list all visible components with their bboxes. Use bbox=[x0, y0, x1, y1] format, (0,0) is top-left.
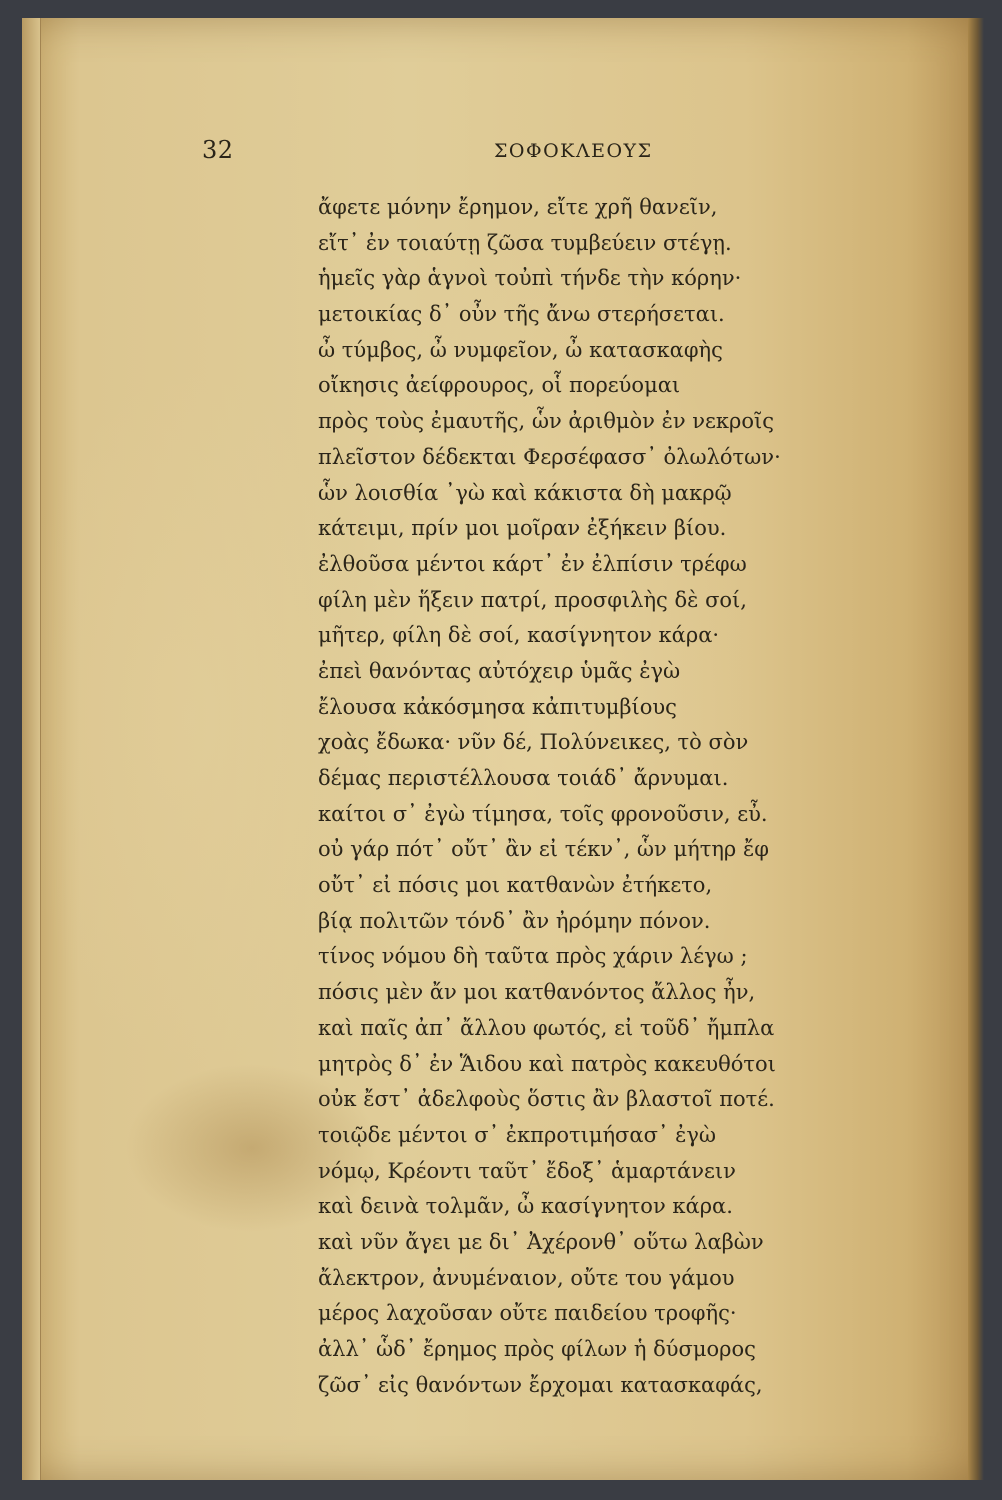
verse-line: ὧν λοισθία ᾽γὼ καὶ κάκιστα δὴ μακρῷ bbox=[318, 480, 732, 505]
verse-line: ἀλλ᾽ ὧδ᾽ ἔρημος πρὸς φίλων ἡ δύσμορος bbox=[318, 1337, 756, 1361]
verse-line: μῆτερ, φίλη δὲ σοί, κασίγνητον κάρα· bbox=[318, 623, 720, 648]
verse-line: καίτοι σ᾽ ἐγὼ τίμησα, τοῖς φρονοῦσιν, εὖ. bbox=[318, 801, 768, 826]
verse-line: οὔτ᾽ εἰ πόσις μοι κατθανὼν ἐτήκετο, bbox=[318, 873, 713, 898]
verse-line: καὶ δεινὰ τολμᾶν, ὦ κασίγνητον κάρα. bbox=[318, 1194, 733, 1219]
verse-line: πλεῖστον δέδεκται Φερσέφασσ᾽ ὀλωλότων· bbox=[318, 444, 781, 469]
verse-line: οἴκησις ἀείφρουρος, οἷ πορεύομαι bbox=[318, 373, 681, 398]
verse-line: φίλη μὲν ἥξειν πατρί, προσφιλὴς δὲ σοί, bbox=[318, 587, 747, 612]
verse-line: ἄφετε μόνην ἔρημον, εἴτε χρῆ θανεῖν, bbox=[318, 195, 718, 219]
running-title: ΣΟΦΟΚΛΕΟΥΣ bbox=[494, 140, 653, 162]
verse-line: οὐκ ἔστ᾽ ἀδελφοὺς ὅστις ἂν βλαστοῖ ποτέ. bbox=[318, 1087, 775, 1112]
verse-line: ἐπεὶ θανόντας αὐτόχειρ ὑμᾶς ἐγὼ bbox=[318, 658, 681, 683]
page-header bbox=[22, 136, 984, 166]
verse-line: βίᾳ πολιτῶν τόνδ᾽ ἂν ἠρόμην πόνον. bbox=[318, 908, 711, 933]
verse-line: τοιῷδε μέντοι σ᾽ ἐκπροτιμήσασ᾽ ἐγὼ bbox=[318, 1122, 717, 1147]
verse-line: πρὸς τοὺς ἐμαυτῆς, ὧν ἀριθμὸν ἐν νεκροῖς bbox=[318, 409, 775, 434]
book-gutter bbox=[968, 18, 984, 1480]
verse-line: ἐλθοῦσα μέντοι κάρτ᾽ ἐν ἐλπίσιν τρέφω bbox=[318, 551, 747, 576]
verse-text bbox=[318, 190, 838, 1403]
verse-line: μέρος λαχοῦσαν οὔτε παιδείου τροφῆς· bbox=[318, 1301, 737, 1326]
verse-line: ἔλουσα κἀκόσμησα κἀπιτυμβίους bbox=[318, 694, 677, 719]
verse-line: κάτειμι, πρίν μοι μοῖραν ἐξήκειν βίου. bbox=[318, 516, 727, 541]
verse-line: μετοικίας δ᾽ οὖν τῆς ἄνω στερήσεται. bbox=[318, 302, 725, 327]
verse-line: ὦ τύμβος, ὦ νυμφεῖον, ὦ κατασκαφὴς bbox=[318, 337, 723, 362]
verse-line: ζῶσ᾽ εἰς θανόντων ἔρχομαι κατασκαφάς, bbox=[318, 1372, 763, 1397]
page-paper bbox=[22, 18, 984, 1480]
verse-line: νόμῳ, Κρέοντι ταῦτ᾽ ἔδοξ᾽ ἁμαρτάνειν bbox=[318, 1158, 736, 1183]
verse-line: καὶ νῦν ἄγει με δι᾽ Ἀχέρονθ᾽ οὕτω λαβὼν bbox=[318, 1229, 764, 1254]
verse-line: εἴτ᾽ ἐν τοιαύτῃ ζῶσα τυμβεύειν στέγῃ. bbox=[318, 230, 732, 255]
page-number: 32 bbox=[202, 136, 234, 164]
verse-line: ἄλεκτρον, ἀνυμέναιον, οὔτε του γάμου bbox=[318, 1265, 735, 1290]
verse-line: ἡμεῖς γὰρ ἁγνοὶ τοὐπὶ τήνδε τὴν κόρην· bbox=[318, 266, 742, 291]
verse-line: δέμας περιστέλλουσα τοιάδ᾽ ἄρνυμαι. bbox=[318, 766, 729, 790]
verse-line: οὐ γάρ πότ᾽ οὔτ᾽ ἂν εἰ τέκν᾽, ὧν μήτηρ ἔφ bbox=[318, 837, 769, 862]
verse-line: πόσις μὲν ἄν μοι κατθανόντος ἄλλος ἦν, bbox=[318, 980, 756, 1005]
verse-line: καὶ παῖς ἀπ᾽ ἄλλου φωτός, εἰ τοῦδ᾽ ἤμπλα bbox=[318, 1015, 775, 1040]
verse-line: χοὰς ἔδωκα· νῦν δέ, Πολύνεικες, τὸ σὸν bbox=[318, 730, 749, 755]
verse-line: τίνος νόμου δὴ ταῦτα πρὸς χάριν λέγω ; bbox=[318, 944, 748, 969]
verse-line: μητρὸς δ᾽ ἐν Ἅιδου καὶ πατρὸς κακευθότοι bbox=[318, 1051, 776, 1076]
